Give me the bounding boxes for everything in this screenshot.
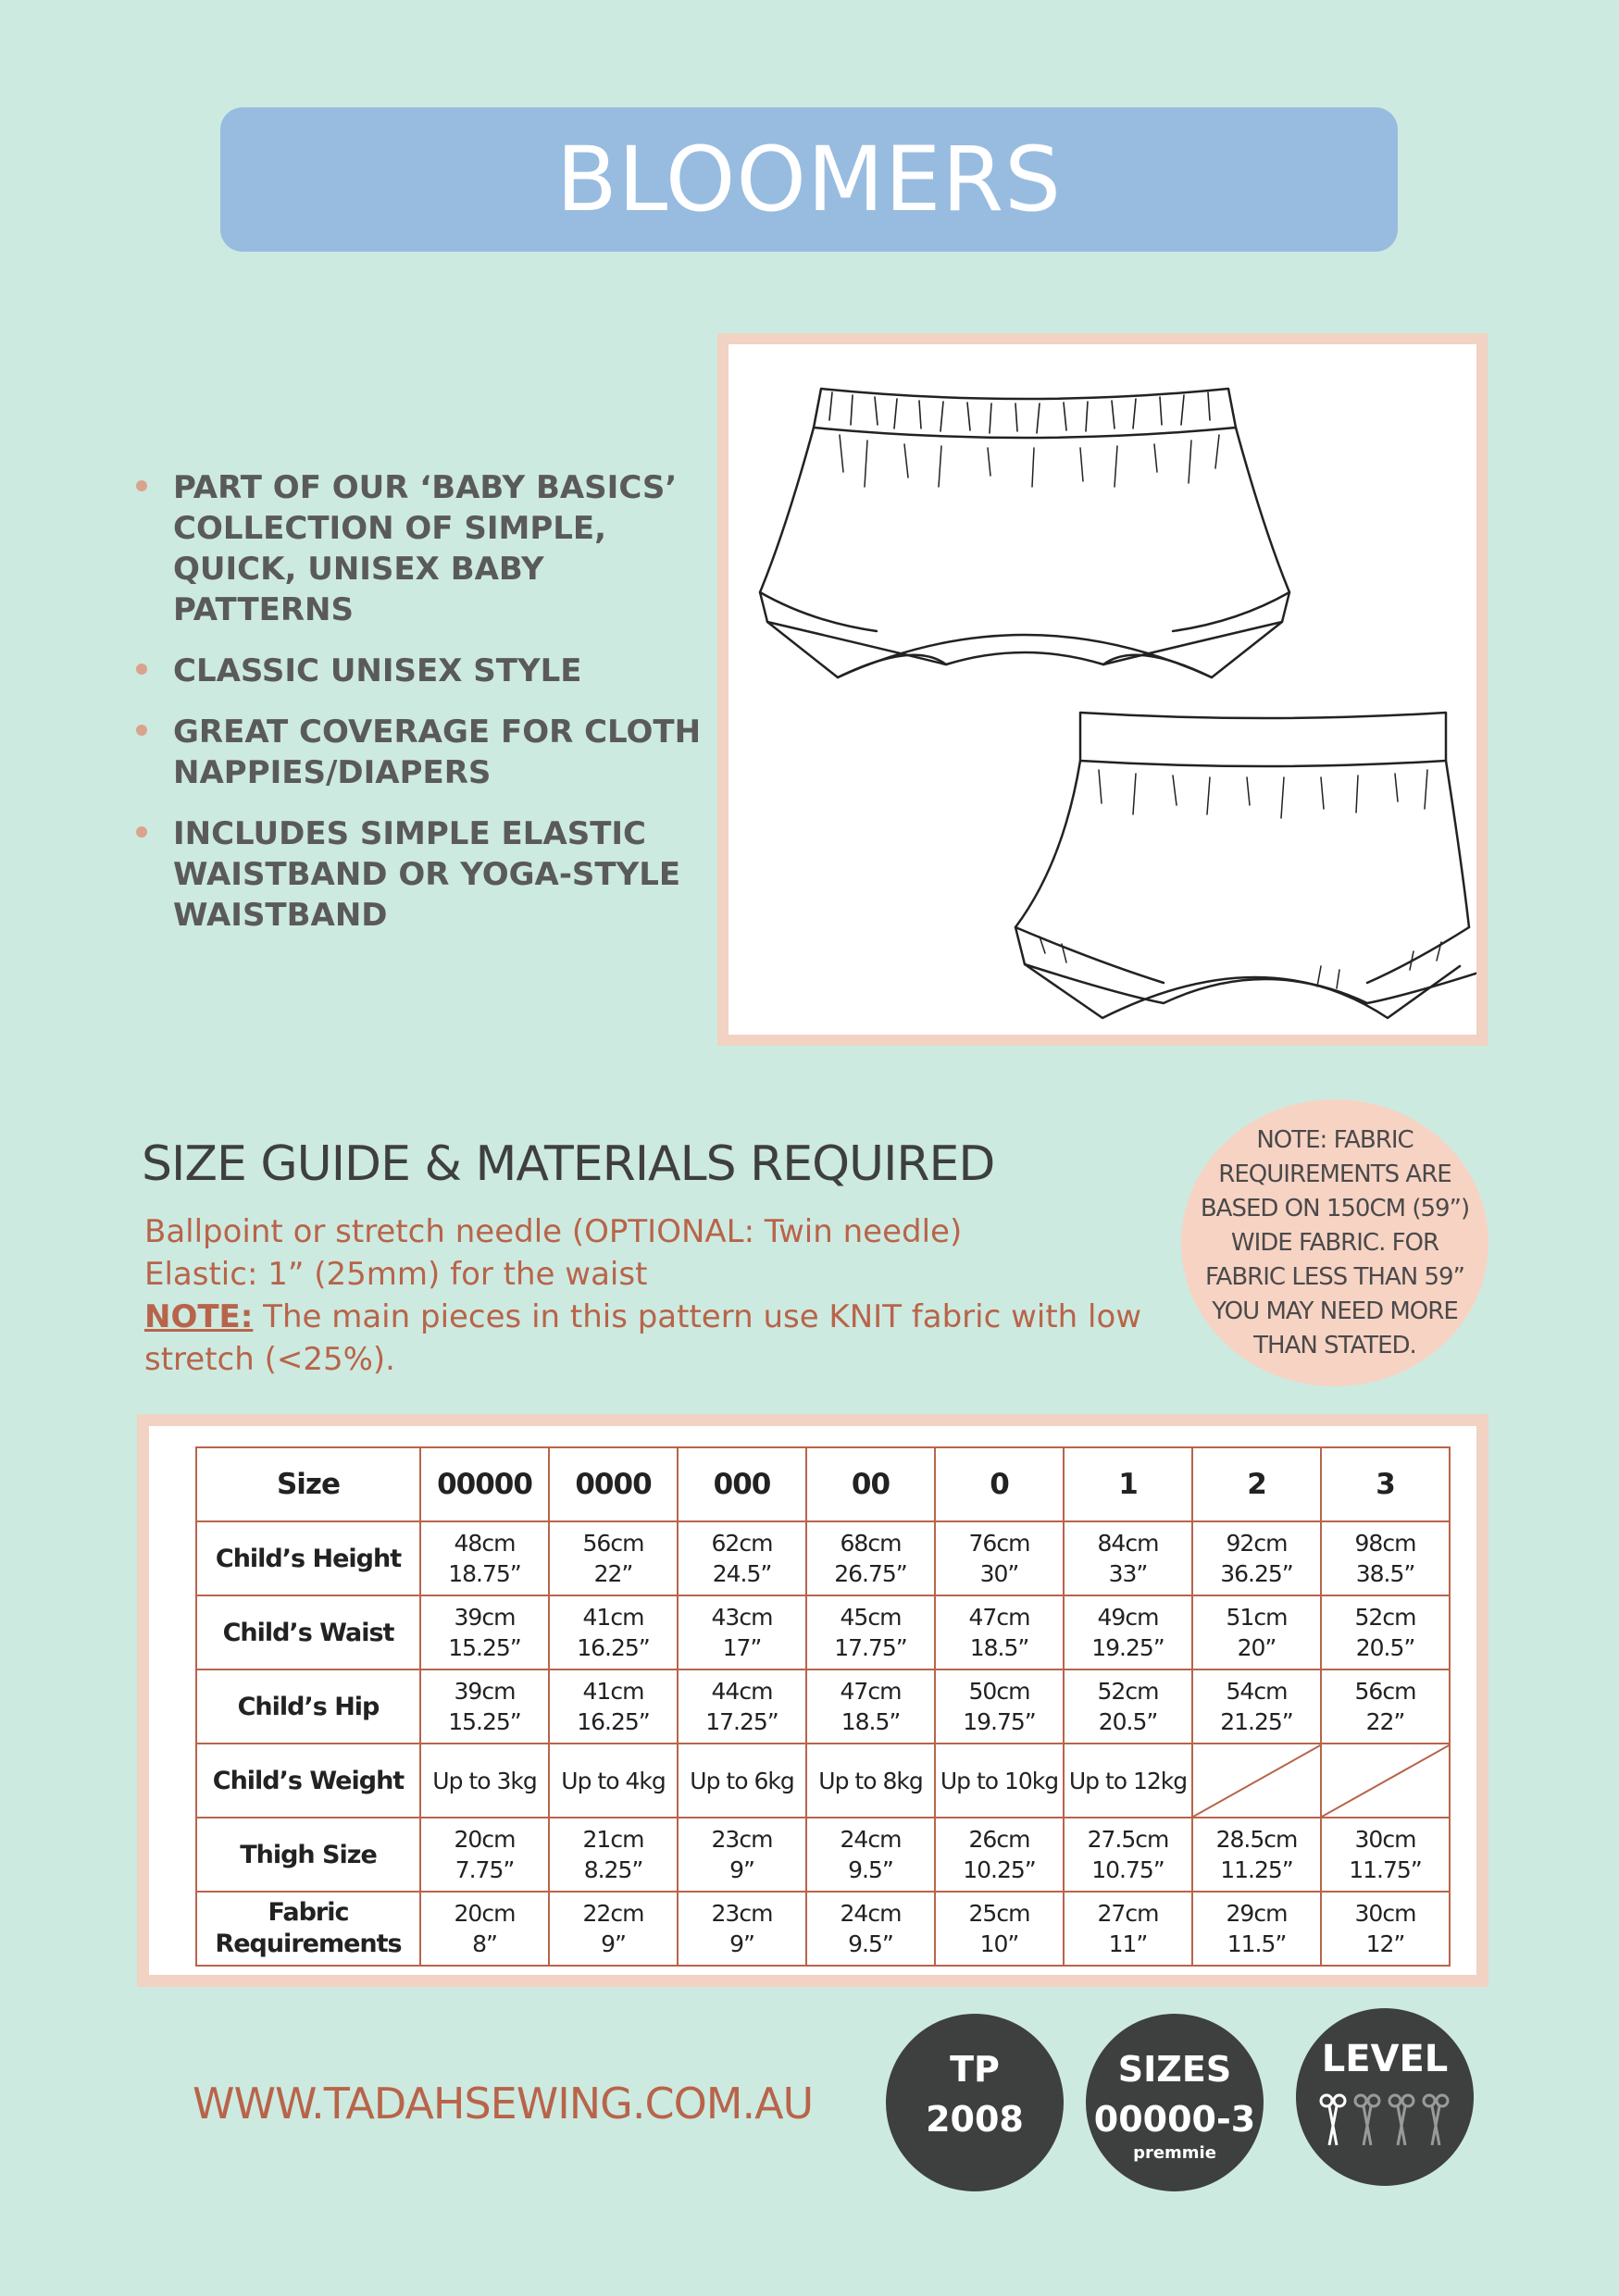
table-cell [935, 1521, 1064, 1595]
badge-line: LEVEL [1321, 2038, 1449, 2080]
table-cell [420, 1521, 549, 1595]
empty-cell [1321, 1744, 1450, 1818]
table-cell [935, 1818, 1064, 1892]
table-cell [1321, 1669, 1450, 1744]
cell-value: Up to 4kg [561, 1767, 666, 1794]
table-cell [806, 1669, 935, 1744]
cell-value: 19.75” [963, 1708, 1036, 1735]
cell-value: 9” [729, 1930, 754, 1957]
note-label: NOTE: [144, 1298, 254, 1335]
cell-value: 21.25” [1220, 1708, 1293, 1735]
table-cell [1064, 1669, 1192, 1744]
row-label: Thigh Size [196, 1818, 420, 1892]
table-cell [935, 1595, 1064, 1669]
row-label: Fabric Requirements [196, 1892, 420, 1966]
cell-value: 51cm [1226, 1604, 1288, 1631]
feature-text: INCLUDES SIMPLE ELASTIC WAISTBAND OR YOGA-STYLE WAISTBAND [173, 815, 681, 934]
table-cell [1064, 1744, 1192, 1818]
cell-value: 16.25” [577, 1634, 650, 1661]
cell-value: 9” [601, 1930, 626, 1957]
cell-value: 11.5” [1227, 1930, 1287, 1957]
table-cell [806, 1595, 935, 1669]
cell-value: 17.75” [834, 1634, 907, 1661]
fabric-note-line [144, 1296, 1144, 1381]
table-cell [1064, 1818, 1192, 1892]
bullet-dot-icon [136, 480, 147, 491]
table-cell [420, 1669, 549, 1744]
illustration-frame [717, 333, 1488, 1046]
table-row [196, 1669, 1450, 1744]
cell-value: 23cm [711, 1900, 773, 1927]
cell-value: 11.25” [1220, 1856, 1293, 1883]
cell-value: 43cm [711, 1604, 773, 1631]
table-cell [1192, 1892, 1321, 1966]
cell-value: 20.5” [1355, 1634, 1415, 1661]
empty-cell [1192, 1744, 1321, 1818]
size-header-cell: 2 [1192, 1447, 1321, 1521]
cell-value: 22” [1365, 1708, 1405, 1735]
feature-item [134, 467, 727, 630]
fabric-note-text: NOTE: FABRIC REQUIREMENTS ARE BASED ON 150CM (59”) WIDE FABRIC. FOR FABRIC LESS THAN 59” YOU MAY NEED MORE THAN STATED. [1200, 1125, 1470, 1359]
size-table-panel [149, 1426, 1476, 1975]
feature-text: CLASSIC UNISEX STYLE [173, 652, 582, 689]
cell-value: 62cm [711, 1530, 773, 1557]
cell-value: 29cm [1226, 1900, 1288, 1927]
size-header-cell: 0 [935, 1447, 1064, 1521]
cell-value: Up to 10kg [940, 1767, 1059, 1794]
elastic-line: Elastic: 1” (25mm) for the waist [144, 1256, 648, 1293]
cell-value: 20cm [454, 1826, 516, 1853]
cell-value: Up to 6kg [690, 1767, 794, 1794]
badge-line: 2008 [926, 2099, 1024, 2140]
table-cell [1064, 1595, 1192, 1669]
cell-value: 12” [1365, 1930, 1405, 1957]
bloomers-yoga-drawing [1015, 713, 1476, 1018]
cell-value: 26.75” [834, 1560, 907, 1587]
cell-value: 24cm [840, 1826, 902, 1853]
table-cell [935, 1669, 1064, 1744]
bloomers-elastic-drawing [760, 389, 1289, 677]
cell-value: 25cm [968, 1900, 1030, 1927]
table-cell [678, 1669, 806, 1744]
pattern-number-badge [886, 2014, 1064, 2191]
cell-value: 39cm [454, 1678, 516, 1705]
cell-value: 33” [1108, 1560, 1148, 1587]
cell-value: 27.5cm [1087, 1826, 1169, 1853]
cell-value: 8” [472, 1930, 497, 1957]
cell-value: 41cm [582, 1678, 644, 1705]
table-cell [420, 1744, 549, 1818]
row-label: Child’s Height [196, 1521, 420, 1595]
cell-value: 9.5” [848, 1930, 893, 1957]
table-cell [1192, 1669, 1321, 1744]
badge-line: TP [950, 2049, 1000, 2090]
size-header-cell: 3 [1321, 1447, 1450, 1521]
sizes-badge [1086, 2014, 1264, 2191]
feature-text: GREAT COVERAGE FOR CLOTH NAPPIES/DIAPERS [173, 714, 702, 791]
table-cell [1192, 1595, 1321, 1669]
cell-value: 11” [1108, 1930, 1148, 1957]
table-cell [420, 1892, 549, 1966]
table-cell [1321, 1892, 1450, 1966]
table-cell [678, 1521, 806, 1595]
table-cell [1321, 1521, 1450, 1595]
cell-value: 45cm [840, 1604, 902, 1631]
cell-value: 50cm [968, 1678, 1030, 1705]
cell-value: 84cm [1097, 1530, 1159, 1557]
cell-value: 98cm [1354, 1530, 1416, 1557]
table-cell [1064, 1892, 1192, 1966]
cell-value: Up to 12kg [1068, 1767, 1188, 1794]
feature-item [134, 651, 727, 691]
cell-value: 9” [729, 1856, 754, 1883]
table-cell [935, 1892, 1064, 1966]
table-cell [678, 1744, 806, 1818]
cell-value: 76cm [968, 1530, 1030, 1557]
badge-line: 00000-3 [1093, 2099, 1256, 2140]
feature-text: PART OF OUR ‘BABY BASICS’ COLLECTION OF SIMPLE, QUICK, UNISEX BABY PATTERNS [173, 469, 678, 628]
table-cell [1321, 1595, 1450, 1669]
bullet-dot-icon [136, 826, 147, 838]
cell-value: 10.25” [963, 1856, 1036, 1883]
table-header-row [196, 1447, 1450, 1521]
cell-value: 19.25” [1091, 1634, 1164, 1661]
cell-value: 22cm [582, 1900, 644, 1927]
diagonal-slash-icon [1322, 1744, 1451, 1817]
size-header-cell: 1 [1064, 1447, 1192, 1521]
badge-line: premmie [1133, 2143, 1216, 2163]
table-row [196, 1892, 1450, 1966]
row-label: Child’s Weight [196, 1744, 420, 1818]
badge-line: SIZES [1117, 2049, 1232, 2090]
level-scissors-icons [1296, 2008, 1474, 2186]
cell-value: 15.25” [448, 1634, 521, 1661]
size-table [195, 1446, 1451, 1967]
cell-value: 54cm [1226, 1678, 1288, 1705]
illustration-panel [729, 344, 1476, 1035]
bullet-dot-icon [136, 725, 147, 736]
table-cell [420, 1595, 549, 1669]
cell-value: 7.75” [455, 1856, 515, 1883]
table-row [196, 1521, 1450, 1595]
table-cell [549, 1818, 678, 1892]
cell-value: 56cm [582, 1530, 644, 1557]
bullet-dot-icon [136, 664, 147, 675]
cell-value: 20cm [454, 1900, 516, 1927]
table-cell [1192, 1818, 1321, 1892]
feature-item [134, 712, 727, 793]
size-header-cell: 000 [678, 1447, 806, 1521]
table-cell [678, 1595, 806, 1669]
scissors-icon [1355, 2095, 1379, 2145]
cell-value: 47cm [968, 1604, 1030, 1631]
cell-value: 22” [593, 1560, 633, 1587]
cell-value: 92cm [1226, 1530, 1288, 1557]
cell-value: 52cm [1354, 1604, 1416, 1631]
row-label: Child’s Waist [196, 1595, 420, 1669]
cell-value: Up to 8kg [818, 1767, 923, 1794]
cell-value: 38.5” [1355, 1560, 1415, 1587]
size-header-cell: 00000 [420, 1447, 549, 1521]
table-cell [806, 1892, 935, 1966]
cell-value: 24cm [840, 1900, 902, 1927]
materials-text [144, 1210, 1144, 1381]
table-cell [549, 1892, 678, 1966]
cell-value: 30cm [1354, 1900, 1416, 1927]
cell-value: 20” [1237, 1634, 1277, 1661]
cell-value: 47cm [840, 1678, 902, 1705]
feature-item [134, 813, 727, 936]
cell-value: 17.25” [705, 1708, 778, 1735]
cell-value: 15.25” [448, 1708, 521, 1735]
cell-value: 49cm [1097, 1604, 1159, 1631]
cell-value: 8.25” [583, 1856, 643, 1883]
scissors-icon [1389, 2095, 1414, 2145]
size-header-cell: 0000 [549, 1447, 678, 1521]
table-cell [549, 1744, 678, 1818]
section-heading: SIZE GUIDE & MATERIALS REQUIRED [142, 1136, 995, 1192]
needle-line: Ballpoint or stretch needle (OPTIONAL: Twin needle) [144, 1213, 963, 1250]
feature-list [134, 467, 727, 956]
cell-value: 41cm [582, 1604, 644, 1631]
table-cell [1064, 1521, 1192, 1595]
cell-value: 10.75” [1091, 1856, 1164, 1883]
cell-value: 17” [722, 1634, 762, 1661]
bloomers-illustration [729, 344, 1476, 1035]
cell-value: 30cm [1354, 1826, 1416, 1853]
note-text: The main pieces in this pattern use KNIT fabric with low stretch (<25%). [144, 1298, 1142, 1378]
row-label: Child’s Hip [196, 1669, 420, 1744]
table-cell [678, 1818, 806, 1892]
table-cell [420, 1818, 549, 1892]
cell-value: 44cm [711, 1678, 773, 1705]
cell-value: 27cm [1097, 1900, 1159, 1927]
table-cell [1321, 1818, 1450, 1892]
table-cell [549, 1521, 678, 1595]
cell-value: 16.25” [577, 1708, 650, 1735]
cell-value: Up to 3kg [432, 1767, 537, 1794]
cell-value: 21cm [582, 1826, 644, 1853]
table-cell [549, 1595, 678, 1669]
cell-value: 11.75” [1349, 1856, 1422, 1883]
fabric-note-bubble [1181, 1099, 1488, 1386]
size-header-cell: 00 [806, 1447, 935, 1521]
level-badge [1296, 2008, 1474, 2186]
cell-value: 23cm [711, 1826, 773, 1853]
diagonal-slash-icon [1193, 1744, 1322, 1817]
cell-value: 39cm [454, 1604, 516, 1631]
table-cell [678, 1892, 806, 1966]
table-row [196, 1744, 1450, 1818]
cell-value: 30” [979, 1560, 1019, 1587]
scissors-icon [1321, 2095, 1345, 2145]
table-cell [1192, 1521, 1321, 1595]
table-cell [549, 1669, 678, 1744]
cell-value: 48cm [454, 1530, 516, 1557]
cell-value: 9.5” [848, 1856, 893, 1883]
cell-value: 36.25” [1220, 1560, 1293, 1587]
cell-value: 18.5” [841, 1708, 901, 1735]
table-row [196, 1818, 1450, 1892]
cell-value: 52cm [1097, 1678, 1159, 1705]
website-link[interactable]: WWW.TADAHSEWING.COM.AU [193, 2079, 814, 2128]
cell-value: 18.5” [969, 1634, 1029, 1661]
size-header-cell: Size [196, 1447, 420, 1521]
cell-value: 10” [979, 1930, 1019, 1957]
size-table-frame [137, 1414, 1488, 1987]
cell-value: 18.75” [448, 1560, 521, 1587]
cell-value: 28.5cm [1215, 1826, 1298, 1853]
page-title: BLOOMERS [555, 128, 1063, 231]
title-banner [220, 107, 1398, 252]
table-cell [806, 1818, 935, 1892]
cell-value: 26cm [968, 1826, 1030, 1853]
table-cell [935, 1744, 1064, 1818]
cell-value: 20.5” [1098, 1708, 1158, 1735]
cell-value: 24.5” [712, 1560, 772, 1587]
table-cell [806, 1744, 935, 1818]
scissors-icon [1424, 2095, 1448, 2145]
table-row [196, 1595, 1450, 1669]
cell-value: 68cm [840, 1530, 902, 1557]
cell-value: 56cm [1354, 1678, 1416, 1705]
table-cell [806, 1521, 935, 1595]
